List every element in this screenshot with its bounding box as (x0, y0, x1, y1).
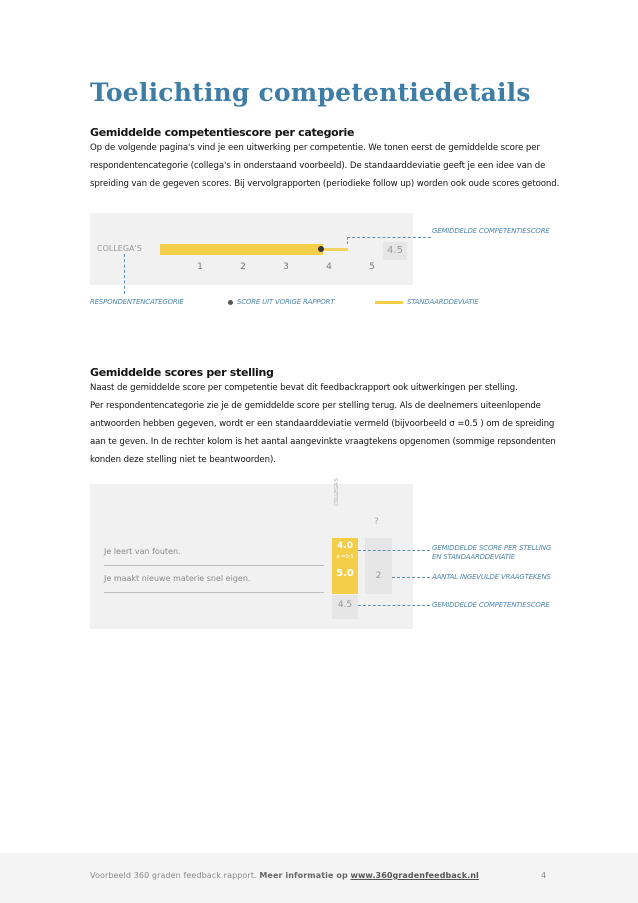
section2-paragraph (90, 379, 560, 469)
label-average-competency-score: GEMIDDELDE COMPETENTIESCORE (432, 227, 550, 235)
section1-heading: Gemiddelde competentiescore per categorie (90, 126, 355, 139)
statement-1: Je leert van fouten. (104, 547, 181, 556)
label-std-deviation: EN STANDAARDDEVIATIE (432, 553, 515, 561)
axis-tick: 5 (369, 262, 375, 272)
page-number: 4 (541, 871, 547, 880)
axis-tick: 3 (283, 262, 289, 272)
section1-line: respondentencategorie (collega's in onderstaand voorbeeld). De standaarddeviatie geeft je een idee van de (90, 161, 546, 171)
category-label: COLLEGA'S (97, 244, 142, 253)
statement-1-sigma: σ =0.5 (336, 554, 354, 560)
footer-link[interactable]: www.360gradenfeedback.nl (350, 871, 479, 880)
section2-line: aan te geven. In de rechter kolom is het aantal aangevinkte vraagtekens opgenomen (sommige repsondenten (90, 437, 556, 447)
callout-line (392, 577, 430, 578)
previous-score-dot (318, 246, 324, 252)
statement-2: Je maakt nieuwe materie snel eigen. (104, 574, 251, 583)
legend-dot (228, 300, 233, 305)
section2-heading: Gemiddelde scores per stelling (90, 366, 274, 379)
footer-text: Voorbeeld 360 graden feedback rapport. (90, 871, 257, 880)
competency-score: 4.5 (337, 600, 353, 610)
row-divider (104, 565, 324, 566)
axis-tick: 4 (326, 262, 332, 272)
section1-paragraph (90, 139, 560, 193)
callout-line (124, 254, 125, 294)
statement-1-score: 4.0 (337, 541, 353, 551)
footer-more: Meer informatie op (259, 871, 348, 880)
callout-line (347, 237, 348, 244)
callout-line (347, 237, 431, 238)
row-divider (104, 592, 324, 593)
callout-line (358, 550, 430, 551)
column-label-collegas: COLLEGA'S (334, 477, 340, 506)
label-avg-score-statement: GEMIDDELDE SCORE PER STELLING (432, 544, 552, 552)
score-bar (160, 244, 323, 255)
label-respondent-category: RESPONDENTENCATEGORIE (90, 298, 184, 306)
section1-line: Op de volgende pagina's vind je een uitwerking per competentie. We tonen eerst de gemiddelde score per (90, 143, 540, 153)
section2-line: Per respondentencategorie zie je de gemiddelde score per stelling terug. Als de deelnemers uiteenlopende (90, 401, 541, 411)
section2-line: antwoorden hebben gegeven, wordt er een standaarddeviatie vermeld (bijvoorbeeld σ =0.5 ) om de spreiding (90, 419, 555, 429)
section2-line: konden deze stelling niet te beantwoorden). (90, 455, 276, 465)
callout-line (358, 605, 430, 606)
question-count-column (365, 538, 392, 594)
legend-std-band (375, 301, 403, 304)
label-competency-score: GEMIDDELDE COMPETENTIESCORE (432, 601, 550, 609)
statement-2-score: 5.0 (336, 568, 354, 579)
std-deviation-band (323, 248, 348, 251)
label-standard-deviation: STANDAARDDEVIATIE (407, 298, 479, 306)
axis-tick: 2 (240, 262, 246, 272)
question-count: 2 (375, 571, 382, 581)
page-title: Toelichting competentiedetails (90, 78, 531, 107)
label-question-count: AANTAL INGEVULDE VRAAGTEKENS (432, 573, 551, 581)
average-score-box: 4.5 (383, 242, 407, 260)
section2-line: Naast de gemiddelde score per competentie bevat dit feedbackrapport ook uitwerkingen per stelling. (90, 383, 518, 393)
question-mark-header: ? (374, 517, 379, 527)
section1-line: spreiding van de gegeven scores. Bij vervolgrapporten (periodieke follow up) worden ook oude scores getoond. (90, 179, 560, 189)
footer (90, 871, 479, 880)
axis-tick: 1 (197, 262, 203, 272)
label-previous-score: SCORE UIT VORIGE RAPPORT (237, 298, 335, 306)
